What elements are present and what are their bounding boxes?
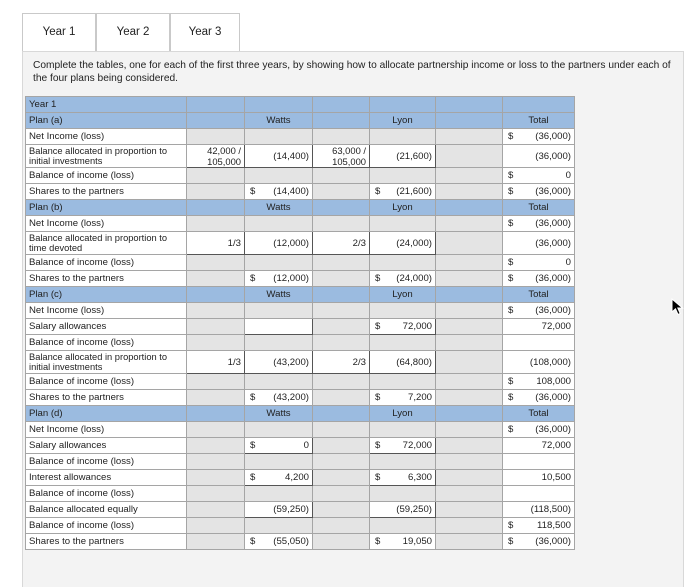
- plan-d-balance3-total[interactable]: $ 118,500: [503, 518, 575, 534]
- salary-label: Salary allowances: [26, 438, 187, 454]
- plan-b-watts-share[interactable]: $ (12,000): [245, 271, 313, 287]
- tab-year-2[interactable]: Year 2: [96, 13, 170, 52]
- plan-d-total-interest[interactable]: 10,500: [503, 470, 575, 486]
- total-header: Total: [503, 406, 575, 422]
- balance-label: Balance of income (loss): [26, 454, 187, 470]
- plan-c-net-income-total[interactable]: $ (36,000): [503, 303, 575, 319]
- balance-label: Balance of income (loss): [26, 374, 187, 390]
- plan-d-salary-row: [26, 438, 575, 454]
- watts-header: Watts: [245, 200, 313, 216]
- lyon-ratio-input[interactable]: 63,000 / 105,000: [313, 145, 370, 168]
- lyon-alloc-input[interactable]: (24,000): [370, 232, 436, 255]
- mouse-pointer-icon: [671, 298, 685, 316]
- plan-b-alloc-row: [26, 232, 575, 255]
- salary-label: Salary allowances: [26, 319, 187, 335]
- plan-b-lyon-share[interactable]: $ (24,000): [370, 271, 436, 287]
- watts-ratio-input[interactable]: 42,000 / 105,000: [187, 145, 245, 168]
- plan-c-total-alloc[interactable]: (108,000): [503, 351, 575, 374]
- lyon-ratio-input[interactable]: 2/3: [313, 232, 370, 255]
- plan-d-watts-equal-input[interactable]: (59,250): [245, 502, 313, 518]
- plan-b-net-income-row: [26, 216, 575, 232]
- plan-d-net-income-total[interactable]: $ (36,000): [503, 422, 575, 438]
- plan-a-label: Plan (a): [26, 113, 187, 129]
- plan-c-label: Plan (c): [26, 287, 187, 303]
- plan-b-shares-row: [26, 271, 575, 287]
- total-header: Total: [503, 287, 575, 303]
- plan-a-shares-row: [26, 184, 575, 200]
- plan-c-lyon-salary-input[interactable]: $ 72,000: [370, 319, 436, 335]
- plan-d-watts-salary-input[interactable]: $ 0: [245, 438, 313, 454]
- shares-label: Shares to the partners: [26, 271, 187, 287]
- shares-label: Shares to the partners: [26, 184, 187, 200]
- content-panel: [22, 51, 684, 587]
- lyon-ratio-input[interactable]: 2/3: [313, 351, 370, 374]
- total-header: Total: [503, 200, 575, 216]
- allocation-table: [25, 96, 575, 550]
- plan-d-header: [26, 406, 575, 422]
- plan-b-header: [26, 200, 575, 216]
- plan-c-watts-salary-input[interactable]: [245, 319, 313, 335]
- plan-a-balance-total[interactable]: $ 0: [503, 168, 575, 184]
- plan-a-balance-row: [26, 168, 575, 184]
- lyon-alloc-input[interactable]: (64,800): [370, 351, 436, 374]
- plan-d-total-share[interactable]: $ (36,000): [503, 534, 575, 550]
- plan-c-balance2-total[interactable]: $ 108,000: [503, 374, 575, 390]
- plan-c-shares-row: [26, 390, 575, 406]
- plan-b-net-income-total[interactable]: $ (36,000): [503, 216, 575, 232]
- plan-c-salary-row: [26, 319, 575, 335]
- lyon-header: Lyon: [370, 406, 436, 422]
- plan-c-total-salary[interactable]: 72,000: [503, 319, 575, 335]
- plan-d-shares-row: [26, 534, 575, 550]
- plan-d-balance1-total[interactable]: [503, 454, 575, 470]
- equal-alloc-label: Balance allocated equally: [26, 502, 187, 518]
- watts-header: Watts: [245, 406, 313, 422]
- balance-label: Balance of income (loss): [26, 335, 187, 351]
- plan-c-watts-share[interactable]: $ (43,200): [245, 390, 313, 406]
- plan-a-total-share[interactable]: $ (36,000): [503, 184, 575, 200]
- plan-d-total-salary[interactable]: 72,000: [503, 438, 575, 454]
- plan-b-balance-total[interactable]: $ 0: [503, 255, 575, 271]
- plan-c-balance2-row: [26, 374, 575, 390]
- balance-label: Balance of income (loss): [26, 518, 187, 534]
- plan-c-balance1-row: [26, 335, 575, 351]
- interest-label: Interest allowances: [26, 470, 187, 486]
- balance-label: Balance of income (loss): [26, 486, 187, 502]
- plan-b-total-share[interactable]: $ (36,000): [503, 271, 575, 287]
- plan-d-lyon-equal-input[interactable]: (59,250): [370, 502, 436, 518]
- watts-ratio-input[interactable]: 1/3: [187, 351, 245, 374]
- plan-b-label: Plan (b): [26, 200, 187, 216]
- net-income-label: Net Income (loss): [26, 303, 187, 319]
- plan-d-lyon-interest-input[interactable]: $ 6,300: [370, 470, 436, 486]
- plan-a-net-income-row: [26, 129, 575, 145]
- instructions-text: Complete the tables, one for each of the first three years, by showing how to allocate partnership income or loss to the partners under each of the four plans being considered.: [33, 60, 671, 84]
- plan-d-watts-share[interactable]: $ (55,050): [245, 534, 313, 550]
- year-header-row: [26, 97, 575, 113]
- plan-c-balance1-total[interactable]: [503, 335, 575, 351]
- plan-d-balance3-row: [26, 518, 575, 534]
- tab-year-1[interactable]: Year 1: [22, 13, 96, 52]
- watts-header: Watts: [245, 287, 313, 303]
- plan-d-interest-row: [26, 470, 575, 486]
- plan-d-label: Plan (d): [26, 406, 187, 422]
- plan-c-header: [26, 287, 575, 303]
- lyon-alloc-input[interactable]: (21,600): [370, 145, 436, 168]
- net-income-label: Net Income (loss): [26, 422, 187, 438]
- plan-a-alloc-row: [26, 145, 575, 168]
- total-header: Total: [503, 113, 575, 129]
- shares-label: Shares to the partners: [26, 534, 187, 550]
- plan-d-total-equal[interactable]: (118,500): [503, 502, 575, 518]
- shares-label: Shares to the partners: [26, 390, 187, 406]
- plan-c-alloc-row: [26, 351, 575, 374]
- watts-ratio-input[interactable]: 1/3: [187, 232, 245, 255]
- watts-alloc-input[interactable]: (12,000): [245, 232, 313, 255]
- plan-c-total-share[interactable]: $ (36,000): [503, 390, 575, 406]
- watts-header: Watts: [245, 113, 313, 129]
- plan-a-header: [26, 113, 575, 129]
- plan-d-net-income-row: [26, 422, 575, 438]
- year-label: Year 1: [26, 97, 187, 113]
- balance-label: Balance of income (loss): [26, 168, 187, 184]
- plan-a-watts-share[interactable]: $ (14,400): [245, 184, 313, 200]
- plan-b-balance-row: [26, 255, 575, 271]
- plan-d-lyon-salary-input[interactable]: $ 72,000: [370, 438, 436, 454]
- net-income-label: Net Income (loss): [26, 216, 187, 232]
- year-tabs: [22, 13, 240, 52]
- lyon-header: Lyon: [370, 200, 436, 216]
- alloc-label: Balance allocated in proportion to initial investments: [26, 351, 187, 374]
- plan-a-net-income-total[interactable]: $ (36,000): [503, 129, 575, 145]
- plan-c-net-income-row: [26, 303, 575, 319]
- plan-d-balance2-total[interactable]: [503, 486, 575, 502]
- plan-a-total-alloc[interactable]: (36,000): [503, 145, 575, 168]
- balance-label: Balance of income (loss): [26, 255, 187, 271]
- alloc-label: Balance allocated in proportion to initial investments: [26, 145, 187, 168]
- plan-d-lyon-share[interactable]: $ 19,050: [370, 534, 436, 550]
- lyon-header: Lyon: [370, 113, 436, 129]
- plan-c-lyon-share[interactable]: $ 7,200: [370, 390, 436, 406]
- lyon-header: Lyon: [370, 287, 436, 303]
- plan-a-lyon-share[interactable]: $ (21,600): [370, 184, 436, 200]
- plan-b-total-alloc[interactable]: (36,000): [503, 232, 575, 255]
- alloc-label: Balance allocated in proportion to time devoted: [26, 232, 187, 255]
- plan-d-equal-row: [26, 502, 575, 518]
- net-income-label: Net Income (loss): [26, 129, 187, 145]
- plan-d-watts-interest-input[interactable]: $ 4,200: [245, 470, 313, 486]
- watts-alloc-input[interactable]: (43,200): [245, 351, 313, 374]
- plan-d-balance1-row: [26, 454, 575, 470]
- tab-year-3[interactable]: Year 3: [170, 13, 240, 52]
- plan-d-balance2-row: [26, 486, 575, 502]
- watts-alloc-input[interactable]: (14,400): [245, 145, 313, 168]
